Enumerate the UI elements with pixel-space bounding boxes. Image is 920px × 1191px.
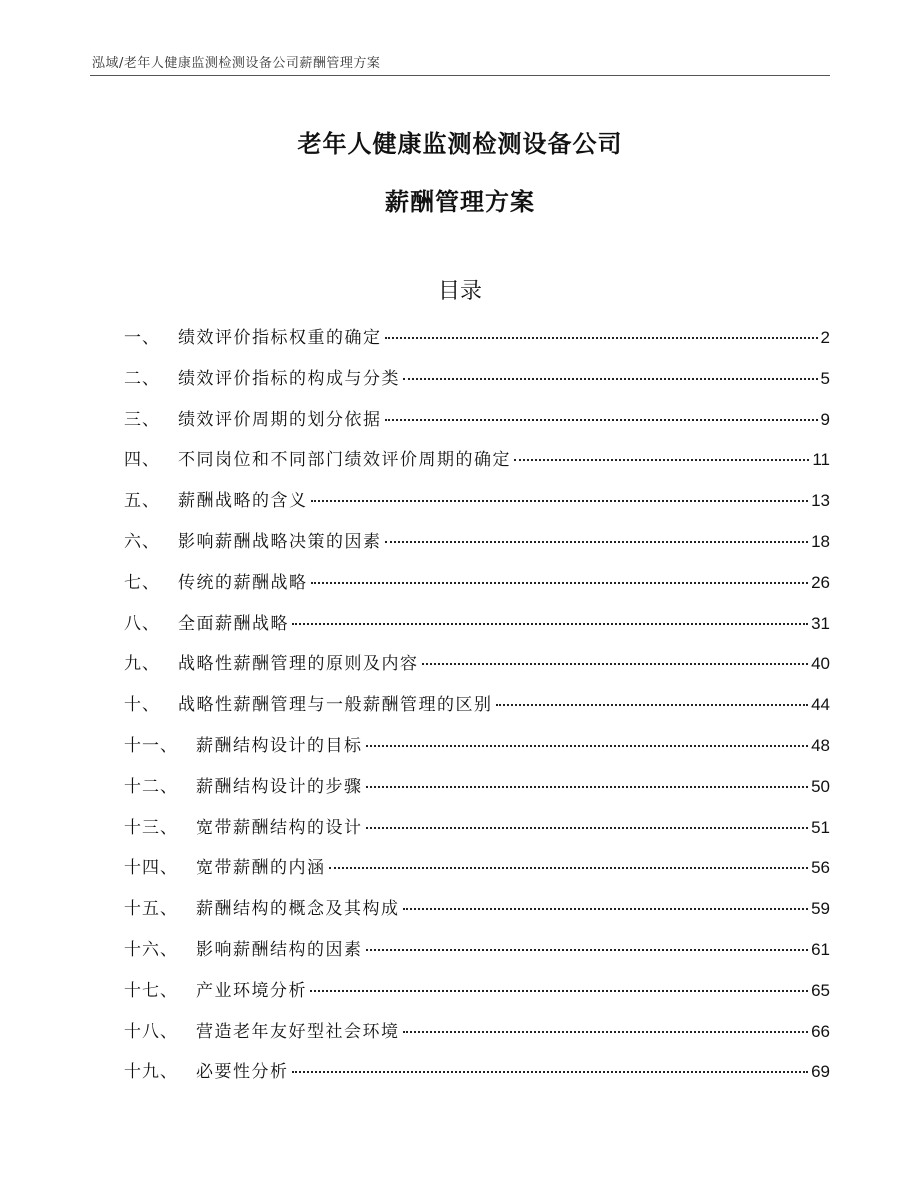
toc-entry-number: 七、 [124,572,160,593]
toc-entry-number: 十七、 [124,980,178,1001]
toc-entry-number: 十八、 [124,1021,178,1042]
toc-entry-number: 十三、 [124,817,178,838]
toc-entry-title: 绩效评价指标权重的确定 [178,328,382,348]
toc-entry-number: 九、 [124,654,160,675]
toc-entry-page: 65 [811,980,830,1000]
toc-entry-title: 薪酬战略的含义 [178,491,308,512]
toc-entry-number: 五、 [124,491,160,512]
toc-entry[interactable] [124,527,830,568]
toc-entry-page: 51 [811,817,830,837]
toc-entry[interactable] [124,1057,830,1098]
toc-entry-number: 十五、 [124,899,178,920]
toc-entry-page: 56 [811,858,830,878]
toc-dot-leader [385,541,809,543]
header-divider [90,75,830,76]
toc-entry-page: 40 [811,654,830,674]
toc-entry-page: 48 [811,735,830,755]
toc-entry[interactable] [124,405,830,446]
toc-dot-leader [385,419,818,421]
toc-entry-title: 宽带薪酬的内涵 [196,858,326,879]
toc-entry-number: 十、 [124,695,160,716]
toc-entry[interactable] [124,486,830,527]
toc-entry-number: 八、 [124,613,160,634]
toc-dot-leader [292,1071,809,1073]
toc-entry-title: 全面薪酬战略 [178,613,289,634]
toc-entry-title: 宽带薪酬结构的设计 [196,817,363,838]
toc-entry-title: 产业环境分析 [196,980,307,1001]
toc-entry-title: 薪酬结构设计的步骤 [196,776,363,797]
toc-entry[interactable] [124,364,830,405]
toc-entry-number: 二、 [124,368,160,389]
toc-entry-title: 影响薪酬结构的因素 [196,939,363,960]
toc-entry-page: 59 [811,899,830,919]
table-of-contents [124,323,830,1098]
toc-entry-page: 69 [811,1062,830,1082]
toc-entry-page: 13 [811,491,830,511]
toc-entry-title: 薪酬结构的概念及其构成 [196,899,400,920]
toc-entry-page: 31 [811,613,830,633]
toc-entry-title: 必要性分析 [196,1062,289,1083]
toc-entry-page: 5 [820,368,830,388]
toc-entry-title: 绩效评价周期的划分依据 [178,409,382,430]
toc-entry-page: 11 [812,450,830,470]
toc-dot-leader [422,663,809,665]
toc-entry[interactable] [124,976,830,1017]
toc-entry[interactable] [124,1017,830,1058]
toc-entry-number: 十二、 [124,776,178,797]
toc-entry[interactable] [124,609,830,650]
toc-dot-leader [329,867,809,869]
toc-heading: 目录 [437,279,482,304]
toc-dot-leader [496,704,809,706]
toc-entry-title: 战略性薪酬管理与一般薪酬管理的区别 [178,695,493,716]
toc-entry[interactable] [124,772,830,813]
running-header: 泓域/老年人健康监测检测设备公司薪酬管理方案 [92,56,381,71]
toc-entry-page: 26 [811,572,830,592]
toc-entry-page: 61 [811,939,830,959]
toc-dot-leader [311,582,809,584]
toc-dot-leader [403,908,809,910]
toc-entry-title: 营造老年友好型社会环境 [196,1021,400,1042]
toc-entry-page: 18 [811,531,830,551]
toc-entry-title: 不同岗位和不同部门绩效评价周期的确定 [178,450,511,471]
toc-dot-leader [403,1031,809,1033]
toc-entry[interactable] [124,894,830,935]
toc-dot-leader [514,459,809,461]
toc-dot-leader [366,786,809,788]
toc-entry-page: 2 [820,328,830,347]
toc-entry-number: 十四、 [124,858,178,879]
toc-entry-title: 传统的薪酬战略 [178,572,308,593]
toc-entry-number: 四、 [124,450,160,471]
toc-entry-number: 三、 [124,409,160,430]
toc-entry[interactable] [124,568,830,609]
toc-entry-page: 50 [811,776,830,796]
toc-entry-number: 十九、 [124,1062,178,1083]
toc-entry-number: 十六、 [124,939,178,960]
toc-dot-leader [311,500,809,502]
toc-dot-leader [310,990,808,992]
toc-dot-leader [366,745,809,747]
toc-entry-title: 影响薪酬战略决策的因素 [178,531,382,552]
toc-entry-title: 薪酬结构设计的目标 [196,735,363,756]
toc-dot-leader [292,623,808,625]
toc-entry[interactable] [124,813,830,854]
toc-entry[interactable] [124,649,830,690]
toc-entry-page: 44 [811,695,830,715]
toc-entry-page: 9 [820,409,830,429]
toc-entry-number: 一、 [124,328,160,348]
toc-dot-leader [366,949,809,951]
toc-dot-leader [366,827,809,829]
toc-dot-leader [403,378,818,380]
toc-entry-number: 六、 [124,531,160,552]
toc-entry[interactable] [124,445,830,486]
toc-dot-leader [385,337,818,339]
toc-entry[interactable] [124,731,830,772]
document-title: 老年人健康监测检测设备公司 [297,130,623,158]
toc-entry[interactable] [124,853,830,894]
toc-entry-title: 战略性薪酬管理的原则及内容 [178,654,419,675]
toc-entry-page: 66 [811,1021,830,1041]
toc-entry[interactable] [124,935,830,976]
document-subtitle: 薪酬管理方案 [385,188,535,216]
toc-entry-number: 十一、 [124,735,178,756]
toc-entry[interactable] [124,690,830,731]
toc-entry[interactable] [124,323,830,364]
toc-entry-title: 绩效评价指标的构成与分类 [178,368,400,389]
